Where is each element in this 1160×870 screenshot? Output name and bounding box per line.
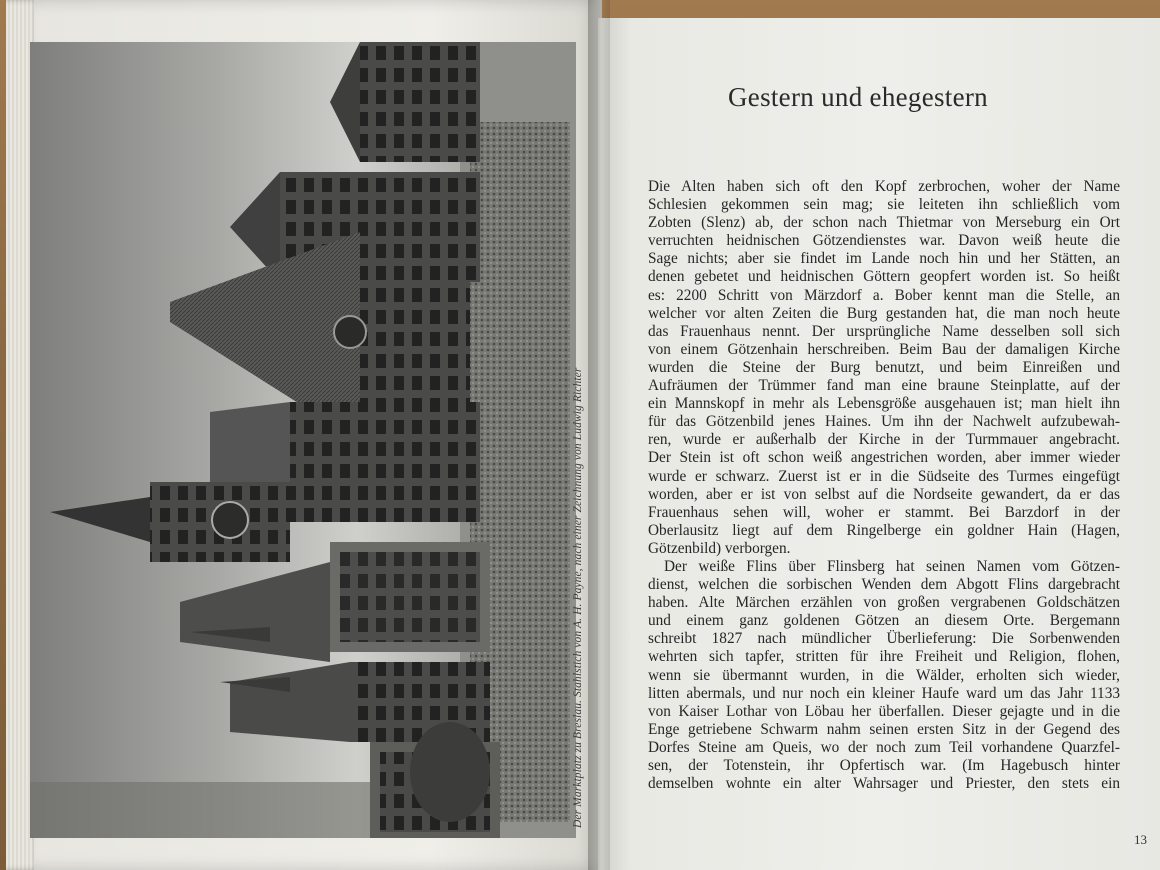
illustration-caption: Der Marktplatz zu Breslau. Stahlstich von A. H. Payne, nach einer Zeichnung von Ludwig Richter bbox=[572, 367, 584, 828]
text-line: es: 2200 Schritt von Märzdorf a. Bober kennt man die Stelle, an bbox=[648, 286, 1120, 304]
chapter-title: Gestern und ehegestern bbox=[727, 82, 988, 112]
text-line: welcher vor alten Zeiten die Burg gestanden hat, die man noch heute bbox=[648, 304, 1120, 322]
page-number: 13 bbox=[1134, 832, 1147, 847]
engraving-drawing bbox=[30, 42, 576, 838]
text-line: und einem ganz goldenen Götzen an diesem Orte. Bergemann bbox=[648, 612, 1120, 630]
text-line: Sage nichts; aber sie findet im Lande noch hin und her Stätten, an bbox=[648, 250, 1120, 268]
text-line: litten abermals, und nur noch ein kleiner Haufe ward um das Jahr 1133 bbox=[648, 684, 1120, 702]
body-text bbox=[648, 178, 1120, 793]
text-line: Schlesien gekommen sein mag; sie leiteten ihn schließlich vom bbox=[648, 196, 1120, 214]
text-line: von einem Götzenhain herschreiben. Beim Bau der damaligen Kirche bbox=[648, 340, 1120, 358]
text-line: Der Stein ist oft schon weiß angestrichen worden, aber immer wieder bbox=[648, 449, 1120, 467]
text-line: dienst, welchen die sorbischen Wenden dem Abgott Flins dargebracht bbox=[648, 576, 1120, 594]
text-line: Oberlausitz liegt auf dem Ringelberge ein goldner Hain (Hagen, bbox=[648, 521, 1120, 539]
engraving-illustration bbox=[30, 42, 576, 838]
text-line: das Frauenhaus nennt. Der ursprüngliche Name desselben soll sich bbox=[648, 322, 1120, 340]
text-line: verruchten heidnischen Götzendienstes war. Davon weiß heute die bbox=[648, 232, 1120, 250]
text-line: schreibt 1827 nach mündlicher Überlieferung: Die Sorbenwenden bbox=[648, 630, 1120, 648]
text-line: Frauenhaus sehen will, woher er stammt. Bei Barzdorf in der bbox=[648, 503, 1120, 521]
text-line: demselben wohnte ein alter Wahrsager und Priester, den stets ein bbox=[648, 775, 1120, 793]
text-line: wurde er schwarz. Zuerst ist er in die Südseite des Turmes eingefügt bbox=[648, 467, 1120, 485]
text-line: ein Mannskopf in mehr als Lebensgröße ausgehauen ist; man hielt ihn bbox=[648, 395, 1120, 413]
text-line: Aufräumen der Trümmer fand man eine braune Steinplatte, auf der bbox=[648, 377, 1120, 395]
text-line: ren, wurde er außerhalb der Kirche in der Turmmauer angebracht. bbox=[648, 431, 1120, 449]
text-line: denen gebetet und heidnischen Göttern geopfert worden ist. So heißt bbox=[648, 268, 1120, 286]
text-line: worden, aber er ist von selbst auf die Nordseite gewandert, da er das bbox=[648, 485, 1120, 503]
text-line: Dorfes Steine am Queis, wo der noch zum Teil vorhandene Quarzfel- bbox=[648, 738, 1120, 756]
text-line: Zobten (Slenz) ab, der schon nach Thietmar von Merseburg ein Ort bbox=[648, 214, 1120, 232]
text-line: haben. Alte Märchen erzählen von großen vergrabenen Goldschätzen bbox=[648, 594, 1120, 612]
text-line: sen, der Totenstein, ihr Opfertisch war. (Im Hagebusch hinter bbox=[648, 757, 1120, 774]
text-line: Die Alten haben sich oft den Kopf zerbrochen, woher der Name bbox=[648, 178, 1120, 195]
text-line: für das Götzenbild jenes Haines. Um ihn der Nachwelt aufzubewah- bbox=[648, 413, 1120, 431]
book-gutter bbox=[588, 0, 610, 870]
text-line: wurden die Steine der Burg benutzt, und beim Einreißen und bbox=[648, 358, 1120, 376]
text-line: Götzenbild) verborgen. bbox=[648, 539, 791, 557]
text-line: Enge getriebene Schwarm nahm seinen ersten Sitz in der Gegend des bbox=[648, 720, 1120, 738]
text-line: wehrten sich tapfer, stritten für ihre Freiheit und Religion, flohen, bbox=[648, 648, 1120, 666]
text-line: wenn sie übermannt wurden, in die Wälder, erholten sich wieder, bbox=[648, 666, 1120, 684]
text-line: Der weiße Flins über Flinsberg hat seinen Namen vom Götzen- bbox=[664, 557, 1120, 575]
text-line: von Kaiser Lothar von Löbau her überfallen. Dieser gejagte und in die bbox=[648, 702, 1120, 720]
